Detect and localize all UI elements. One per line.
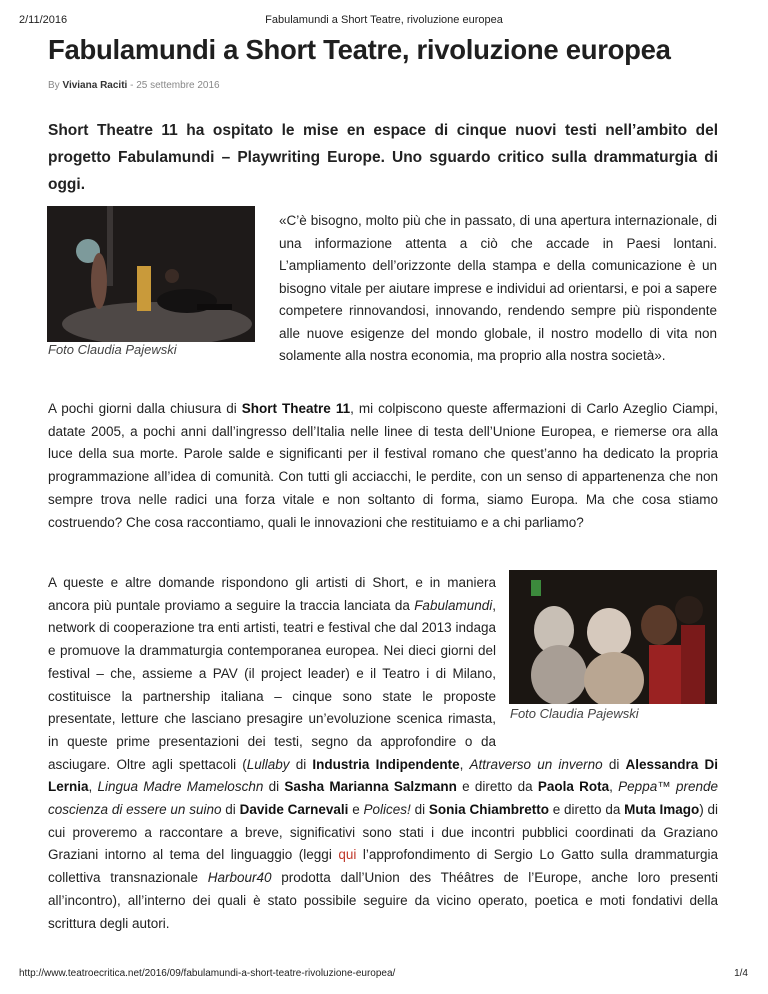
stage-photo-illustration (47, 206, 255, 342)
article-date: 25 settembre 2016 (136, 80, 220, 91)
page-number: 1/4 (734, 968, 748, 979)
byline-separator: - (130, 80, 134, 91)
photo-performer-on-stage (47, 206, 255, 342)
article-lead: Short Theatre 11 ha ospitato le mise en espace di cinque nuovi testi nell’ambito del progetto Fabulamundi – Playwriting Europe. Uno sguardo critico sulla drammaturgia di oggi. (48, 122, 718, 193)
photo-caption-2: Foto Claudia Pajewski (510, 706, 639, 721)
qui-link[interactable]: qui (338, 847, 357, 863)
byline-by: By (48, 80, 60, 91)
paragraph-1: A pochi giorni dalla chiusura di Short Theatre 11, mi colpiscono queste affermazioni di Carlo Azeglio Ciampi, datate 2005, a pochi anni dall’ingresso dell’Italia nelle linee di testa dell’Unione Europea, e riemerse ora alla luce della sua morte. Parole salde e significanti per il festival romano che quest’anno ha dedicato la propria programmazione all’idea di comunità. Con tutti gli acciacchi, le perdite, con un senso di appartenenza che non sempre trova nelle radici una forza vitale e non soltanto di forma, siamo Europa. Ma che cosa stiamo costruendo? Che cosa raccontiamo, quali le innovazioni che restituiamo e a chi parliamo? (48, 401, 718, 530)
paragraph-2: A queste e altre domande rispondono gli artisti di Short, e in maniera ancora più puntale proviamo a seguire la traccia lanciata da Fabulamundi, network di cooperazione tra enti artisti, teatri e festival che dal 2013 indaga e promuove la drammaturgia contemporanea europea. Nei dieci giorni del festival – che, assieme a PAV (il project leader) e il Teatro i di Milano, costituisce la partnership italiana – cinque sono state le proposte presentate, letture che lasciano presagire un’evoluzione scenica rimasta, in queste prime presentazioni dei testi, segno da approfondire o da asciugare. Oltre agli spettacoli (Lullaby di Industria Indipendente, Attraverso un inverno di Alessandra Di Lernia, Lingua Madre Mameloschn di Sasha Marianna Salzmann e diretto da Paola Rota, Peppa™ prende coscienza di essere un suino di Davide Carnevali e Polices! di Sonia Chiambretto e diretto da Muta Imago) di cui proveremo a raccontare a breve, significativi sono stati i due incontri pubblici coordinati da Graziano Graziani intorno al tema del linguaggio (leggi qui l’approfondimento di Sergio Lo Gatto sulla drammaturgia collettiva transnazionale Harbour40 prodotta dall’Union des Théâtres de l’Europe, anche loro presenti all’incontro), all’interno dei quali è stato possibile seguire da vicino operato, poetica e moti fondativi della scrittura degli autori. (48, 572, 718, 935)
article-title: Fabulamundi a Short Teatre, rivoluzione europea (48, 34, 671, 65)
byline (48, 80, 220, 91)
ciampi-quote: «C’è bisogno, molto più che in passato, di una apertura internazionale, di una informazione attenta a ciò che accade in Paesi lontani. L’ampliamento dell’orizzonte della stampa e della comunicazione è un bisogno vitale per aiutare imprese e individui ad orientarsi, e poi a sapere competere rinnovandosi, innovando, rendendo sempre più rispondente alle nuove esigenze del mondo globale, il nostro modello di vita non solamente alla nostra economia, ma proprio alla nostra società». (279, 213, 717, 363)
author-link[interactable]: Viviana Raciti (62, 80, 128, 91)
print-date: 2/11/2016 (19, 14, 68, 26)
photo-caption-1: Foto Claudia Pajewski (48, 342, 177, 357)
photo-float-space (496, 572, 718, 732)
print-title: Fabulamundi a Short Teatre, rivoluzione europea (265, 14, 503, 26)
print-url: http://www.teatroecritica.net/2016/09/fabulamundi-a-short-teatre-rivoluzione-europea/ (19, 968, 396, 979)
